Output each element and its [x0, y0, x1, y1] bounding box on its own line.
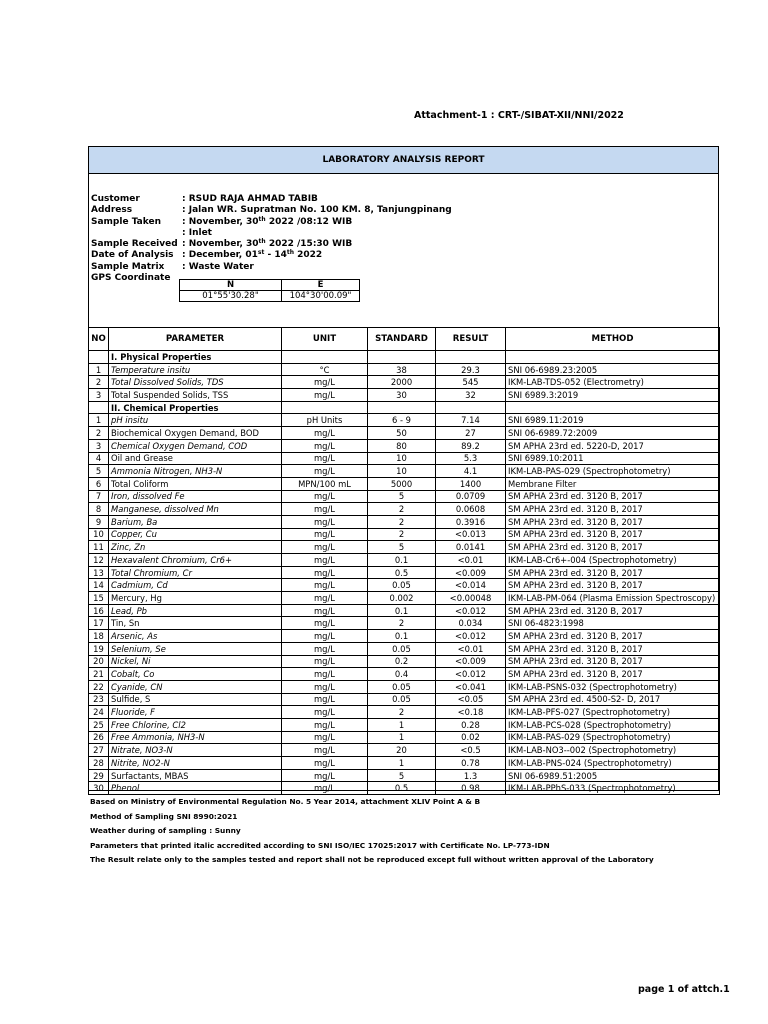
row-result: <0.014	[436, 579, 506, 592]
table-row	[89, 554, 720, 567]
row-standard: 5	[368, 490, 436, 503]
sample-matrix-label: Sample Matrix	[91, 261, 165, 272]
note: Weather during of sampling : Sunny	[90, 826, 241, 836]
row-parameter: Biochemical Oxygen Demand, BOD	[109, 427, 282, 440]
sample-received-value: : November, 30th 2022 /15:30 WIB	[182, 238, 353, 250]
row-method: SNI 06-4823:1998	[506, 617, 720, 630]
row-unit: mg/L	[282, 541, 368, 554]
row-unit: MPN/100 mL	[282, 477, 368, 490]
table-header	[89, 328, 720, 351]
table-row	[89, 668, 720, 681]
row-no: 13	[89, 566, 109, 579]
sample-received-label: Sample Received	[91, 239, 178, 250]
row-parameter: Tin, Sn	[109, 617, 282, 630]
row-standard: 38	[368, 363, 436, 376]
table-row	[89, 655, 720, 668]
row-no: 29	[89, 769, 109, 782]
table-row	[89, 414, 720, 427]
row-standard: 0.002	[368, 592, 436, 605]
row-standard: 2	[368, 503, 436, 516]
col-unit: UNIT	[282, 328, 368, 351]
row-method: SM APHA 23rd ed. 3120 B, 2017	[506, 604, 720, 617]
attachment-reference: Attachment-1 : CRT-/SIBAT-XII/NNI/2022	[414, 110, 624, 121]
row-parameter: Copper, Cu	[109, 528, 282, 541]
row-method: IKM-LAB-PCS-028 (Spectrophotometry)	[506, 718, 720, 731]
sample-info	[91, 194, 452, 284]
table-row	[89, 731, 720, 744]
note: Based on Ministry of Environmental Regulation No. 5 Year 2014, attachment XLIV Point A & B	[90, 797, 481, 806]
col-standard: STANDARD	[368, 328, 436, 351]
row-method: SM APHA 23rd ed. 3120 B, 2017	[506, 655, 720, 668]
row-no: 6	[89, 477, 109, 490]
row-method: SM APHA 23rd ed. 3120 B, 2017	[506, 528, 720, 541]
row-no: 17	[89, 617, 109, 630]
row-result: 27	[436, 427, 506, 440]
row-unit: mg/L	[282, 452, 368, 465]
row-no: 1	[89, 363, 109, 376]
row-standard: 0.1	[368, 554, 436, 567]
col-parameter: PARAMETER	[109, 328, 282, 351]
table-row	[89, 744, 720, 757]
gps-n-header: N	[180, 280, 282, 291]
row-no: 21	[89, 668, 109, 681]
row-standard: 0.05	[368, 693, 436, 706]
row-method: SM APHA 23rd ed. 3120 B, 2017	[506, 503, 720, 516]
row-standard: 50	[368, 427, 436, 440]
row-method: SM APHA 23rd ed. 3120 B, 2017	[506, 515, 720, 528]
table-row	[89, 642, 720, 655]
row-parameter: Manganese, dissolved Mn	[109, 503, 282, 516]
table-row	[89, 452, 720, 465]
row-standard: 1	[368, 757, 436, 770]
row-result: 0.02	[436, 731, 506, 744]
row-unit: mg/L	[282, 503, 368, 516]
table-row	[89, 503, 720, 516]
row-result: <0.012	[436, 630, 506, 643]
row-standard: 0.05	[368, 680, 436, 693]
sample-taken-value: : November, 30th 2022 /08:12 WIB	[182, 215, 353, 227]
row-parameter: Free Chlorine, Cl2	[109, 718, 282, 731]
customer-label: Customer	[91, 194, 140, 204]
row-method: SM APHA 23rd ed. 4500-S2- D, 2017	[506, 693, 720, 706]
row-method: SNI 06-6989.51:2005	[506, 769, 720, 782]
row-standard: 5	[368, 769, 436, 782]
row-parameter: Cobalt, Co	[109, 668, 282, 681]
section-physical: I. Physical Properties	[89, 351, 720, 364]
laboratory-report	[88, 146, 719, 794]
row-no: 1	[89, 414, 109, 427]
row-parameter: Phenol	[109, 782, 282, 795]
row-result: <0.01	[436, 554, 506, 567]
table-row	[89, 490, 720, 503]
gps-e-header: E	[282, 280, 360, 291]
row-standard: 0.5	[368, 782, 436, 795]
row-unit: mg/L	[282, 693, 368, 706]
row-unit: mg/L	[282, 744, 368, 757]
row-unit: °C	[282, 363, 368, 376]
row-parameter: Total Coliform	[109, 477, 282, 490]
row-parameter: Temperature insitu	[109, 363, 282, 376]
row-method: SM APHA 23rd ed. 5220-D, 2017	[506, 439, 720, 452]
table-row	[89, 693, 720, 706]
row-parameter: Total Chromium, Cr	[109, 566, 282, 579]
row-method: SNI 6989.3:2019	[506, 389, 720, 402]
row-unit: mg/L	[282, 528, 368, 541]
row-unit: mg/L	[282, 515, 368, 528]
table-row	[89, 706, 720, 719]
row-unit: mg/L	[282, 668, 368, 681]
row-result: 0.0709	[436, 490, 506, 503]
row-method: SM APHA 23rd ed. 3120 B, 2017	[506, 490, 720, 503]
gps-table	[179, 279, 360, 302]
row-no: 2	[89, 427, 109, 440]
row-result: <0.012	[436, 668, 506, 681]
row-result: <0.009	[436, 655, 506, 668]
row-unit: mg/L	[282, 427, 368, 440]
row-method: SM APHA 23rd ed. 3120 B, 2017	[506, 668, 720, 681]
row-result: <0.013	[436, 528, 506, 541]
table-row	[89, 604, 720, 617]
row-no: 11	[89, 541, 109, 554]
row-result: 545	[436, 376, 506, 389]
row-parameter: Total Suspended Solids, TSS	[109, 389, 282, 402]
row-result: 4.1	[436, 465, 506, 478]
row-method: SNI 6989.10:2011	[506, 452, 720, 465]
col-result: RESULT	[436, 328, 506, 351]
row-method: SM APHA 23rd ed. 3120 B, 2017	[506, 541, 720, 554]
row-standard: 0.05	[368, 642, 436, 655]
row-unit: mg/L	[282, 465, 368, 478]
row-parameter: Iron, dissolved Fe	[109, 490, 282, 503]
row-unit: mg/L	[282, 630, 368, 643]
row-standard: 5	[368, 541, 436, 554]
row-no: 8	[89, 503, 109, 516]
row-result: <0.009	[436, 566, 506, 579]
row-no: 14	[89, 579, 109, 592]
row-standard: 0.1	[368, 630, 436, 643]
row-parameter: Mercury, Hg	[109, 592, 282, 605]
row-no: 15	[89, 592, 109, 605]
row-result: <0.05	[436, 693, 506, 706]
table-row	[89, 617, 720, 630]
row-parameter: Total Dissolved Solids, TDS	[109, 376, 282, 389]
row-standard: 1	[368, 731, 436, 744]
row-method: SM APHA 23rd ed. 3120 B, 2017	[506, 642, 720, 655]
row-unit: mg/L	[282, 731, 368, 744]
row-unit: mg/L	[282, 617, 368, 630]
col-method: METHOD	[506, 328, 720, 351]
row-result: 89.2	[436, 439, 506, 452]
row-result: 0.034	[436, 617, 506, 630]
row-result: 0.28	[436, 718, 506, 731]
row-parameter: Barium, Ba	[109, 515, 282, 528]
address-label: Address	[91, 205, 133, 216]
table-row	[89, 579, 720, 592]
row-method: IKM-LAB-PSNS-032 (Spectrophotometry)	[506, 680, 720, 693]
row-standard: 0.05	[368, 579, 436, 592]
row-parameter: Lead, Pb	[109, 604, 282, 617]
row-method: IKM-LAB-Cr6+-004 (Spectrophotometry)	[506, 554, 720, 567]
row-parameter: Fluoride, F	[109, 706, 282, 719]
row-standard: 2	[368, 515, 436, 528]
report-notes	[90, 795, 654, 868]
row-method: Membrane Filter	[506, 477, 720, 490]
row-unit: mg/L	[282, 592, 368, 605]
row-result: 32	[436, 389, 506, 402]
table-row	[89, 528, 720, 541]
col-no: NO	[89, 328, 109, 351]
row-result: 5.3	[436, 452, 506, 465]
row-no: 18	[89, 630, 109, 643]
table-row	[89, 718, 720, 731]
page-number: page 1 of attch.1	[638, 984, 730, 995]
table-row	[89, 680, 720, 693]
table-row	[89, 427, 720, 440]
row-unit: mg/L	[282, 439, 368, 452]
row-parameter: Zinc, Zn	[109, 541, 282, 554]
row-standard: 2000	[368, 376, 436, 389]
row-unit: mg/L	[282, 579, 368, 592]
row-standard: 20	[368, 744, 436, 757]
row-unit: pH Units	[282, 414, 368, 427]
row-unit: mg/L	[282, 604, 368, 617]
row-method: IKM-LAB-PAS-029 (Spectrophotometry)	[506, 465, 720, 478]
row-unit: mg/L	[282, 389, 368, 402]
row-method: IKM-LAB-NO3--002 (Spectrophotometry)	[506, 744, 720, 757]
row-no: 16	[89, 604, 109, 617]
row-no: 22	[89, 680, 109, 693]
row-standard: 10	[368, 465, 436, 478]
date-of-analysis-label: Date of Analysis	[91, 250, 174, 261]
row-unit: mg/L	[282, 769, 368, 782]
row-standard: 1	[368, 718, 436, 731]
table-row	[89, 566, 720, 579]
address-value: : Jalan WR. Supratman No. 100 KM. 8, Tanjungpinang	[182, 205, 452, 216]
customer-value: : RSUD RAJA AHMAD TABIB	[182, 194, 318, 204]
sample-taken-label: Sample Taken	[91, 216, 162, 227]
row-standard: 30	[368, 389, 436, 402]
table-row	[89, 515, 720, 528]
row-unit: mg/L	[282, 655, 368, 668]
row-standard: 2	[368, 617, 436, 630]
row-no: 30	[89, 782, 109, 795]
row-parameter: Chemical Oxygen Demand, COD	[109, 439, 282, 452]
table-row	[89, 541, 720, 554]
row-no: 3	[89, 389, 109, 402]
table-row	[89, 439, 720, 452]
row-parameter: Arsenic, As	[109, 630, 282, 643]
row-unit: mg/L	[282, 680, 368, 693]
table-row	[89, 465, 720, 478]
sample-point-value: : Inlet	[182, 227, 212, 238]
row-parameter: Nitrate, NO3-N	[109, 744, 282, 757]
row-unit: mg/L	[282, 554, 368, 567]
row-standard: 5000	[368, 477, 436, 490]
row-no: 25	[89, 718, 109, 731]
row-no: 2	[89, 376, 109, 389]
row-standard: 2	[368, 706, 436, 719]
row-unit: mg/L	[282, 782, 368, 795]
sample-matrix-value: : Waste Water	[182, 261, 254, 272]
row-unit: mg/L	[282, 490, 368, 503]
gps-label: GPS Coordinate	[91, 273, 171, 284]
row-method: IKM-LAB-PAS-029 (Spectrophotometry)	[506, 731, 720, 744]
row-method: SNI 6989.11:2019	[506, 414, 720, 427]
note: The Result relate only to the samples tested and report shall not be reproduced except full without written approval of the Laboratory	[90, 855, 654, 865]
row-standard: 6 - 9	[368, 414, 436, 427]
row-standard: 0.2	[368, 655, 436, 668]
row-no: 28	[89, 757, 109, 770]
row-parameter: Oil and Grease	[109, 452, 282, 465]
table-row	[89, 630, 720, 643]
row-unit: mg/L	[282, 642, 368, 655]
row-parameter: Cadmium, Cd	[109, 579, 282, 592]
row-parameter: pH insitu	[109, 414, 282, 427]
row-unit: mg/L	[282, 566, 368, 579]
results-table	[88, 327, 720, 795]
row-no: 23	[89, 693, 109, 706]
row-method: SM APHA 23rd ed. 3120 B, 2017	[506, 630, 720, 643]
note: Method of Sampling SNI 8990:2021	[90, 811, 238, 821]
row-method: IKM-LAB-PM-064 (Plasma Emission Spectroscopy)	[506, 592, 720, 605]
row-no: 4	[89, 452, 109, 465]
row-result: <0.01	[436, 642, 506, 655]
row-no: 12	[89, 554, 109, 567]
row-parameter: Cyanide, CN	[109, 680, 282, 693]
row-method: IKM-LAB-PNS-024 (Spectrophotometry)	[506, 757, 720, 770]
row-no: 26	[89, 731, 109, 744]
table-row	[89, 389, 720, 402]
row-method: IKM-LAB-TDS-052 (Electrometry)	[506, 376, 720, 389]
row-unit: mg/L	[282, 376, 368, 389]
row-result: 0.0141	[436, 541, 506, 554]
row-unit: mg/L	[282, 718, 368, 731]
row-method: SNI 06-6989.23:2005	[506, 363, 720, 376]
table-row	[89, 376, 720, 389]
row-result: 29.3	[436, 363, 506, 376]
row-no: 7	[89, 490, 109, 503]
row-result: <0.00048	[436, 592, 506, 605]
note: Parameters that printed italic accredited according to SNI ISO/IEC 17025:2017 with Certificate No. LP-773-IDN	[90, 840, 550, 850]
row-result: 0.3916	[436, 515, 506, 528]
row-standard: 0.1	[368, 604, 436, 617]
table-row	[89, 592, 720, 605]
row-no: 19	[89, 642, 109, 655]
row-result: 7.14	[436, 414, 506, 427]
row-no: 10	[89, 528, 109, 541]
table-row	[89, 769, 720, 782]
table-row	[89, 477, 720, 490]
row-method: SM APHA 23rd ed. 3120 B, 2017	[506, 579, 720, 592]
row-no: 27	[89, 744, 109, 757]
row-method: SNI 06-6989.72:2009	[506, 427, 720, 440]
gps-n-value: 01°55'30.28"	[180, 291, 282, 302]
row-result: <0.012	[436, 604, 506, 617]
date-of-analysis-value: : December, 01st - 14th 2022	[182, 249, 323, 261]
row-no: 20	[89, 655, 109, 668]
row-standard: 80	[368, 439, 436, 452]
row-standard: 10	[368, 452, 436, 465]
row-standard: 0.5	[368, 566, 436, 579]
row-method: IKM-LAB-PFS-027 (Spectrophotometry)	[506, 706, 720, 719]
row-result: 0.0608	[436, 503, 506, 516]
row-parameter: Ammonia Nitrogen, NH3-N	[109, 465, 282, 478]
table-row	[89, 363, 720, 376]
row-result: 0.78	[436, 757, 506, 770]
row-parameter: Sulfide, S	[109, 693, 282, 706]
row-method: SM APHA 23rd ed. 3120 B, 2017	[506, 566, 720, 579]
row-parameter: Nickel, Ni	[109, 655, 282, 668]
row-no: 9	[89, 515, 109, 528]
row-parameter: Nitrite, NO2-N	[109, 757, 282, 770]
row-parameter: Surfactants, MBAS	[109, 769, 282, 782]
section-chemical: II. Chemical Properties	[89, 401, 720, 414]
row-standard: 0.4	[368, 668, 436, 681]
row-result: 1400	[436, 477, 506, 490]
table-row	[89, 782, 720, 795]
row-standard: 2	[368, 528, 436, 541]
row-result: 1.3	[436, 769, 506, 782]
row-parameter: Hexavalent Chromium, Cr6+	[109, 554, 282, 567]
row-no: 5	[89, 465, 109, 478]
row-parameter: Free Ammonia, NH3-N	[109, 731, 282, 744]
row-result: <0.5	[436, 744, 506, 757]
row-no: 24	[89, 706, 109, 719]
row-unit: mg/L	[282, 757, 368, 770]
row-unit: mg/L	[282, 706, 368, 719]
row-result: <0.041	[436, 680, 506, 693]
row-no: 3	[89, 439, 109, 452]
table-row	[89, 757, 720, 770]
row-parameter: Selenium, Se	[109, 642, 282, 655]
row-result: 0.98	[436, 782, 506, 795]
gps-e-value: 104°30'00.09"	[282, 291, 360, 302]
row-method: IKM-LAB-PPhS-033 (Spectrophotometry)	[506, 782, 720, 795]
row-result: <0.18	[436, 706, 506, 719]
report-title: LABORATORY ANALYSIS REPORT	[89, 147, 718, 174]
